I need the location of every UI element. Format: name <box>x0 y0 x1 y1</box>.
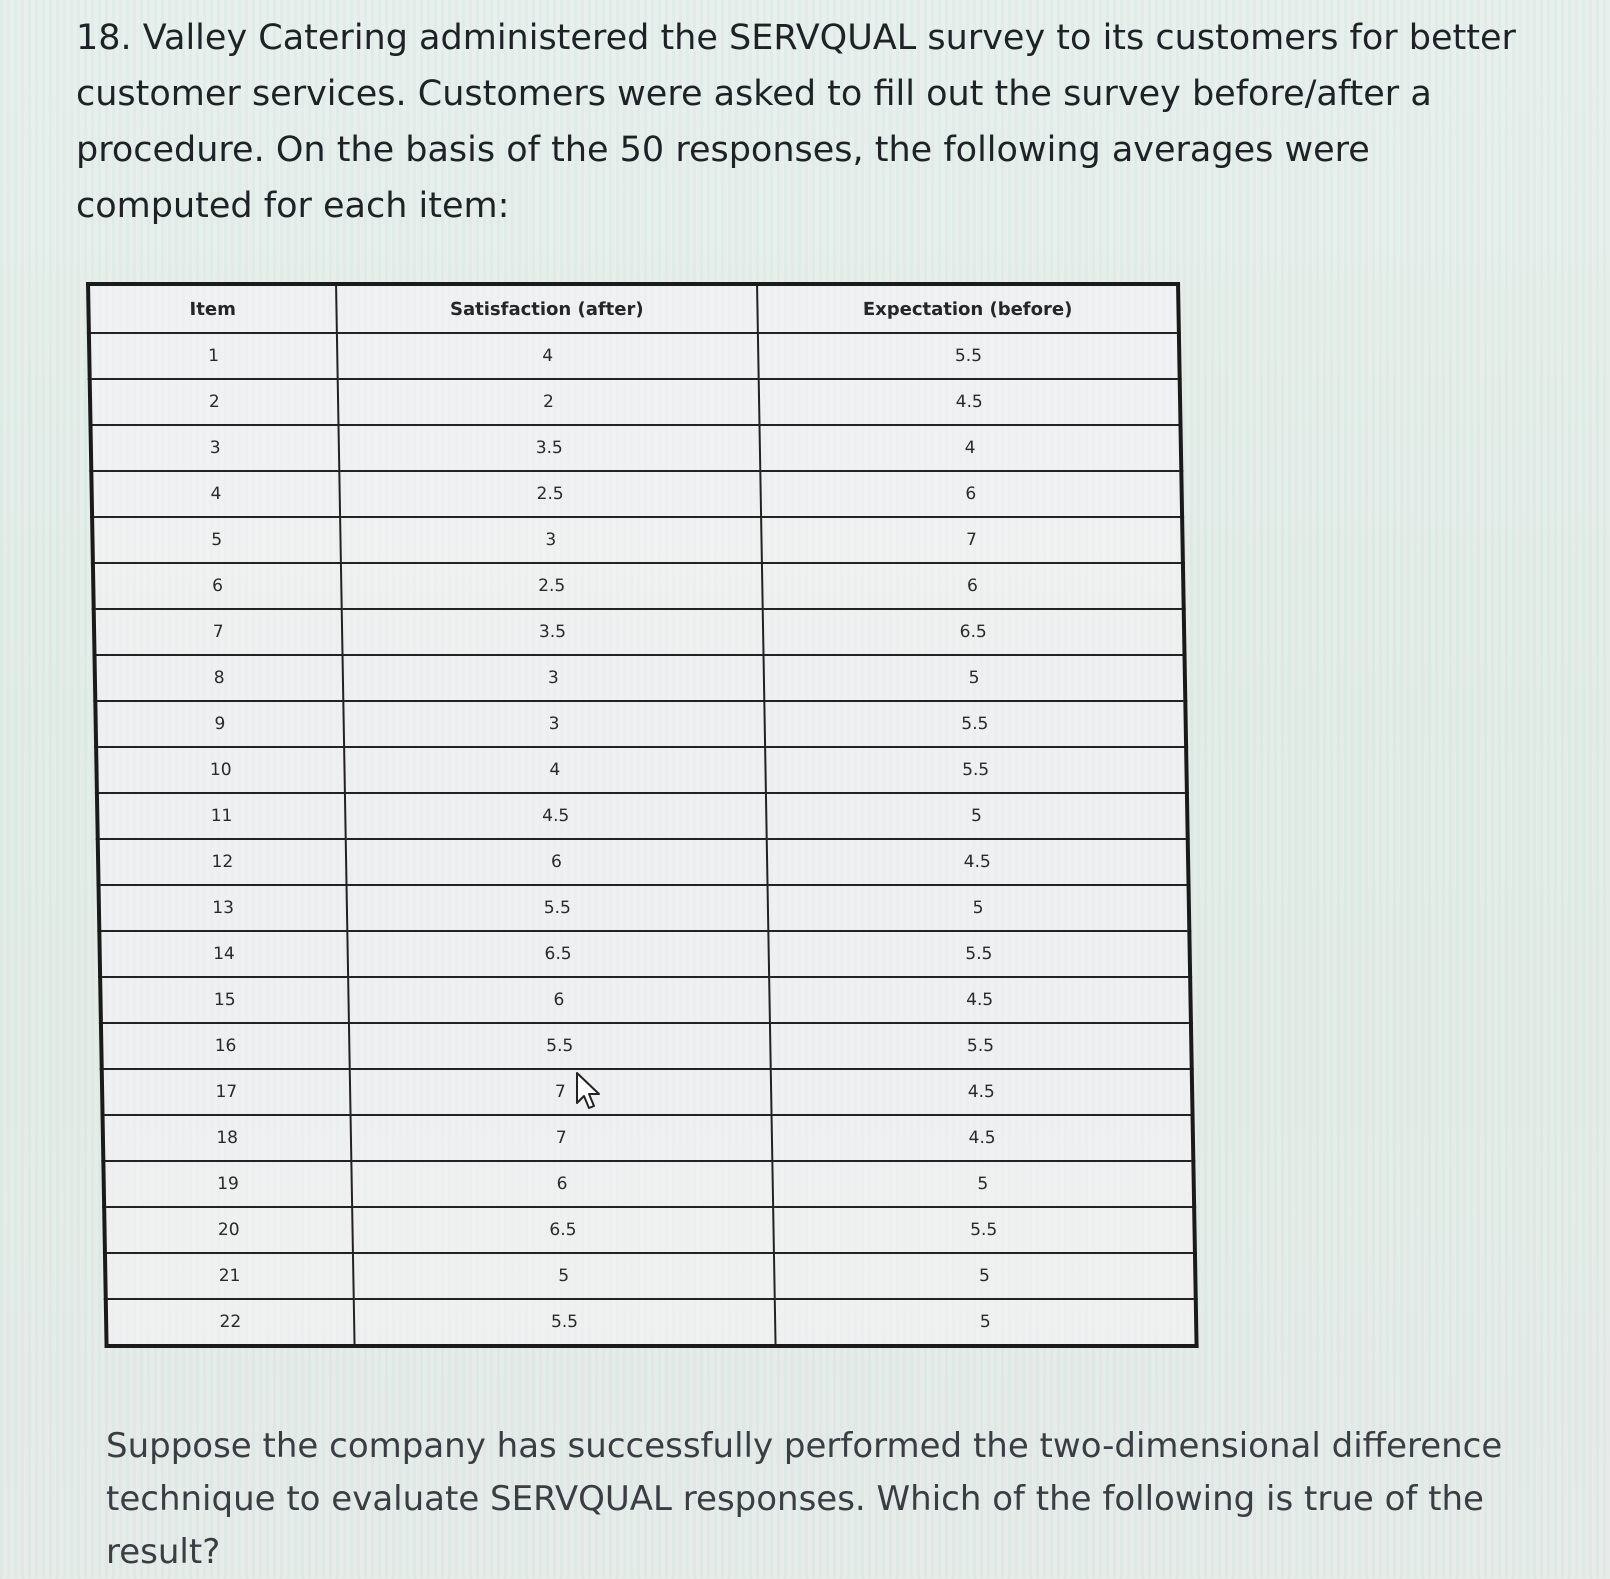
cell-expectation: 5 <box>766 793 1188 839</box>
cell-expectation: 4.5 <box>769 977 1191 1023</box>
cell-satisfaction: 6.5 <box>352 1207 775 1253</box>
cell-expectation: 6 <box>762 563 1184 609</box>
table-row <box>94 609 1185 655</box>
cell-item: 8 <box>95 655 343 701</box>
cell-item: 1 <box>89 333 337 379</box>
cell-item: 10 <box>96 747 344 793</box>
cell-satisfaction: 2.5 <box>339 471 762 517</box>
header-expectation: Expectation (before) <box>757 284 1179 333</box>
cell-satisfaction: 3 <box>340 517 763 563</box>
table-row <box>90 425 1181 471</box>
table-row <box>106 1299 1197 1346</box>
cell-satisfaction: 6.5 <box>347 931 770 977</box>
table-row <box>103 1115 1194 1161</box>
cell-satisfaction: 3.5 <box>341 609 764 655</box>
cell-satisfaction: 3 <box>342 655 765 701</box>
cell-satisfaction: 5 <box>352 1253 775 1299</box>
cell-item: 14 <box>99 931 347 977</box>
table-row <box>102 1069 1193 1115</box>
header-satisfaction: Satisfaction (after) <box>336 284 759 333</box>
cell-item: 17 <box>102 1069 350 1115</box>
followup-question-text: Suppose the company has successfully performed the two-dimensional difference technique to evaluate SERVQUAL responses. Which of the following is true of the result? <box>106 1426 1503 1572</box>
table-row <box>104 1207 1195 1253</box>
cell-expectation: 4 <box>760 425 1182 471</box>
table-row <box>90 379 1181 425</box>
table-row <box>95 701 1186 747</box>
cell-expectation: 6.5 <box>763 609 1185 655</box>
cell-satisfaction: 5.5 <box>353 1299 776 1346</box>
cell-item: 6 <box>93 563 341 609</box>
cell-satisfaction: 5.5 <box>346 885 769 931</box>
cell-item: 3 <box>90 425 338 471</box>
cell-expectation: 4.5 <box>771 1069 1193 1115</box>
cell-item: 21 <box>105 1253 353 1299</box>
mouse-pointer-icon <box>575 1071 603 1111</box>
cell-item: 20 <box>104 1207 352 1253</box>
cell-expectation: 4.5 <box>767 839 1189 885</box>
cell-item: 7 <box>94 609 342 655</box>
cell-expectation: 5.5 <box>765 747 1187 793</box>
table-row <box>91 471 1182 517</box>
cell-item: 15 <box>100 977 348 1023</box>
cell-expectation: 5 <box>764 655 1186 701</box>
cell-satisfaction: 4 <box>336 333 759 379</box>
cell-item: 19 <box>103 1161 351 1207</box>
table-row <box>98 839 1189 885</box>
cell-item: 11 <box>97 793 345 839</box>
cell-satisfaction: 3 <box>343 701 766 747</box>
cell-satisfaction: 6 <box>351 1161 774 1207</box>
cell-item: 4 <box>91 471 339 517</box>
cell-expectation: 7 <box>761 517 1183 563</box>
question-text: 18. Valley Catering administered the SERVQUAL survey to its customers for better customer services. Customers were asked to fill out the survey before/after a procedure. On the basis of the 50 responses, the following averages were computed for each item: <box>76 18 1516 226</box>
cell-item: 16 <box>101 1023 349 1069</box>
cell-satisfaction: 6 <box>345 839 768 885</box>
header-item: Item <box>88 284 336 333</box>
cell-expectation: 5.5 <box>770 1023 1192 1069</box>
servqual-table <box>86 282 1199 1348</box>
cell-satisfaction: 6 <box>348 977 771 1023</box>
table-row <box>99 931 1190 977</box>
table-row <box>105 1253 1196 1299</box>
cell-satisfaction: 5.5 <box>348 1023 771 1069</box>
cell-item: 12 <box>98 839 346 885</box>
table-row <box>103 1161 1194 1207</box>
cell-item: 13 <box>99 885 347 931</box>
table-row <box>92 517 1183 563</box>
table-row <box>97 793 1188 839</box>
cell-expectation: 5 <box>773 1161 1195 1207</box>
cell-expectation: 5 <box>775 1299 1197 1346</box>
cell-item: 9 <box>95 701 343 747</box>
cell-expectation: 5.5 <box>758 333 1180 379</box>
table-row <box>93 563 1184 609</box>
cell-expectation: 4.5 <box>772 1115 1194 1161</box>
cell-item: 18 <box>103 1115 351 1161</box>
cell-expectation: 5 <box>774 1253 1196 1299</box>
cell-satisfaction: 7 <box>349 1069 772 1115</box>
cell-satisfaction: 4.5 <box>344 793 767 839</box>
cell-satisfaction: 2 <box>337 379 760 425</box>
table-row <box>100 977 1191 1023</box>
cell-expectation: 5.5 <box>769 931 1191 977</box>
table-row <box>89 333 1180 379</box>
cell-item: 2 <box>90 379 338 425</box>
cell-expectation: 6 <box>761 471 1183 517</box>
table-row <box>96 747 1187 793</box>
cell-satisfaction: 2.5 <box>340 563 763 609</box>
cell-expectation: 5 <box>768 885 1190 931</box>
table-row <box>99 885 1190 931</box>
table-row <box>101 1023 1192 1069</box>
table-row <box>95 655 1186 701</box>
cell-expectation: 4.5 <box>759 379 1181 425</box>
cell-expectation: 5.5 <box>773 1207 1195 1253</box>
cell-item: 5 <box>92 517 340 563</box>
cell-expectation: 5.5 <box>765 701 1187 747</box>
table-header-row <box>88 284 1179 333</box>
cell-satisfaction: 3.5 <box>338 425 761 471</box>
cell-satisfaction: 7 <box>350 1115 773 1161</box>
cell-item: 22 <box>106 1299 354 1346</box>
cell-satisfaction: 4 <box>344 747 767 793</box>
